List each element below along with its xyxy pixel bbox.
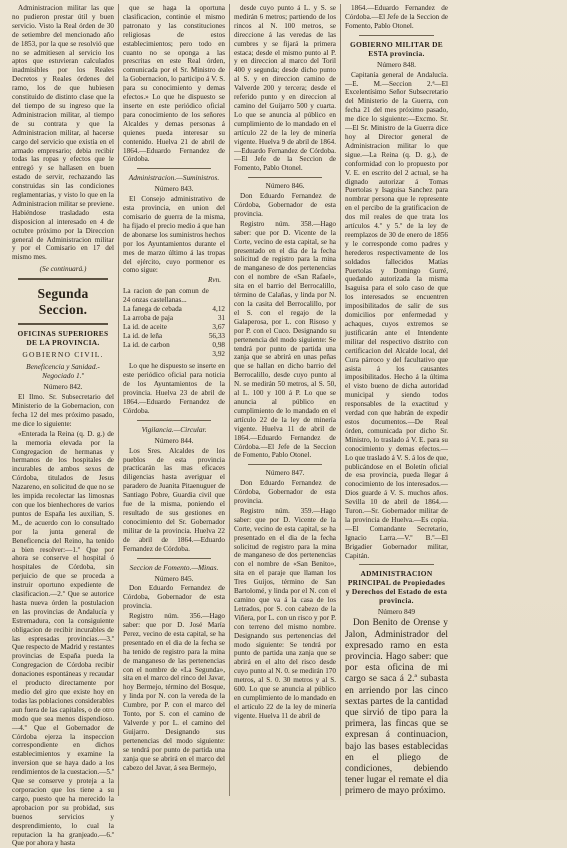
column-2 <box>119 4 230 796</box>
administration-principal-heading: ADMINISTRACION PRINCIPAL de Propiedades y Derechos del Estado de esta provincia. <box>345 569 448 606</box>
divider <box>18 323 108 325</box>
column-1 <box>8 4 119 848</box>
vigilance-heading: Vigilancia.—Circular. <box>141 424 207 434</box>
notice-paragraph: El Ilmo. Sr. Subsecretario del Ministerio de la Gobernacion, con fecha 12 del mes próximo pasado, me dice lo siguiente: <box>12 393 114 428</box>
notice-paragraph: Lo que he dispuesto se inserte en este periódico oficial para noticia de los Ayuntamientos de la provincia. Huelva 23 de abril de 1864.—Eduardo Fernandez de Córdoba. <box>123 362 225 415</box>
price-label: La racion de pan comun de 24 onzas castellanas... <box>123 287 209 305</box>
column-3 <box>230 4 341 796</box>
section-title: Segunda Seccion. <box>37 286 89 318</box>
notice-number: Número 845. <box>154 573 194 583</box>
price-value: 3,67 <box>212 323 225 332</box>
price-value: 0,98 <box>212 341 225 350</box>
price-row <box>123 323 225 332</box>
column-4 <box>341 4 452 796</box>
notice-number: Número 849 <box>377 607 416 617</box>
notice-number: Número 842. <box>43 382 83 392</box>
notice-paragraph: Don Benito de Orense y Jalon, Administrador del expresado ramo en esta provincia. Hago saber: que por esta oficina de mi cargo se saca á 2.ª subasta en arriendo por las cinco sextas partes de la cantidad que sirvió de tipo para la primera, las fincas que se expresan á continuacion, bajo las bases establecidas en el pliego de condiciones, debiendo tener lugar el remate el dia primero de mayo próximo. <box>345 618 448 797</box>
price-table <box>123 287 225 359</box>
notice-paragraph: Registro núm. 356.—Hago saber: que por D. José María Perez, vecino de esta capital, se ha presentado en el dia de la fecha se ha tenido de registro para la mina de manganeso de las pertenencias con el nombre de «La Segunda», sita en el marco del rinco del Javar, hoy Bermejo, término del Bosque, y linda por N. con la vereda de la Cumbre, por P. con el marco del Tonto, por S. con el camino de Valverde y por L. el camino del Guijarro. Designando sus pertenencias del modo siguiente: se tendrá por punto de partida una zanja que se abrirá en el marco del cabezo del Javar, á sea Bermejo, <box>123 612 225 772</box>
price-value: 56,33 <box>208 332 225 341</box>
notice-number: Número 843. <box>154 184 194 194</box>
price-row <box>123 305 225 314</box>
price-value <box>209 287 225 305</box>
notice-number: Número 848. <box>377 59 416 69</box>
notice-paragraph: El Consejo administrativo de esta provincia, en union del comisario de guerra de la misma, ha fijado el precio medio á que han de abonarse los suministros hechos por los Ayuntamientos durante el mes de marzo último á las tropas del ejército, cuyo pormenor es como sigue: <box>123 195 225 275</box>
administration-heading: Administracion.—Suministros. <box>128 173 220 183</box>
fomento-heading: Seccion de Fomento.—Minas. <box>129 562 219 572</box>
price-row <box>123 314 225 323</box>
military-government-heading: GOBIERNO MILITAR DE ESTA provincia. <box>349 39 444 58</box>
notice-number: Número 847. <box>265 468 305 478</box>
price-label: La arroba de paja <box>123 314 174 323</box>
notice-author: Don Eduardo Fernandez de Córdoba, Gobernador de esta provincia. <box>123 584 225 611</box>
price-value: 3,92 <box>212 350 225 359</box>
offices-heading: OFICINAS SUPERIORES DE LA PROVINCIA. <box>17 329 109 348</box>
price-label: La fanega de cebada <box>123 305 182 314</box>
price-value: 31 <box>217 314 225 323</box>
notice-paragraph: que se haga la oportuna clasificacion, continúe el mismo patronato y las constituciones religiosas de estos establecimientos; pero todo en cuanto no se oponga a las prescritas en este Real órden, comunicada por el Sr. Ministro de la Gobernacion, lo participo á V. S. para su conocimiento y demas efectos.» Lo que he dispuesto se inserte en este periódico oficial para conocimiento de los señores Alcaldes y demas personas á quienes pueda interesar su contenido. Huelva 21 de abril de 1864.—Eduardo Fernandez de Córdoba. <box>123 4 225 164</box>
divider <box>248 464 322 465</box>
article-continuation: Administracion militar las que no pudieron prestar útil y buen servicio. Visto la Real órden de 30 de setiembre del mencionado año de 1853, por la que se resolvió que no se admitiesen al servicio los aptos que estuvieran calculados inadmisibles por los Reales Decretos y Reales órdenes del ramo, los de que hubiesen constituido de distinto clase que la del tiempo de su ingreso que la Administracion militar, al tiempo de su contrata y que la Administracion militar, al hacerse cargo del servicio que existía en el armado empresario; debia recibir todas las ropas y efectos que le entregó y se hallasen en buen estado de servir, rechazando las construidas sin las condiciones reglamentarias, y visto lo que en la Administracion militar se previene. Habiéndose trasladado esta disposicion al interesado en 4 de octubre próximo por la Direccion general de Administracion militar y por el Comisario en 17 del mismo mes. <box>12 4 114 262</box>
price-label: La id. de aceite <box>123 323 167 332</box>
notice-paragraph: Registro núm. 359.—Hago saber: que por D. Vicente de la Corte, vecino de esta capital, se ha presentado en el dia de la fecha solicitud de registro para la mina de manganeso de dos pertenencias con el nombre de «San Benito», sita en el paraje que llaman los Tres Guijos, término de San Bartolomé, y linda por el N. con el camino que va á la casa de los Letrados, por S. con cabezo de la Viñera, por L. con un risco y por P. con terreno del mismo nombre. Designando sus pertenencias del modo siguiente: Se tendrá por punto de partida una zanja que se abrirá en el alto del risco desde cuyo punto al N. 0. se medirán 170 metros, al S. 0. 30 metros y al S. 600. Lo que se anuncia al público en cumplimiento de lo mandado en el artículo 22 de la ley de minería vigente. Huelva 11 de abril de <box>234 506 336 720</box>
notice-number: Número 844. <box>154 435 194 445</box>
divider <box>359 35 434 36</box>
price-row <box>123 332 225 341</box>
price-row <box>123 287 225 305</box>
notice-paragraph: 1864.—Eduardo Fernandez de Córdoba.—El Jefe de la Seccion de Fomento, Pablo Otonel. <box>345 4 448 30</box>
government-heading: GOBIERNO CIVIL. <box>22 350 104 360</box>
notice-author: Don Eduardo Fernandez de Córdoba, Gobernador de esta provincia. <box>234 479 336 506</box>
divider <box>248 177 322 178</box>
negociado-heading: Beneficencia y Sanidad.-Negociado 1.º <box>26 362 100 381</box>
large-notice <box>345 618 448 797</box>
continued-note: (Se continuará.) <box>39 265 87 274</box>
divider <box>137 558 211 559</box>
price-label: La id. de leña <box>123 332 163 341</box>
price-label <box>123 350 209 359</box>
price-label: La id. de carbon <box>123 341 170 350</box>
notice-paragraph: desde cuyo punto á L. y S. se medirán 6 metros; partiendo de los rincos al N. 100 metros, se direccione á las veredas de las cumbres y se fijará la primera estaca; desde el mismo punto al P. y en direccion al marco del Toril 400 y segunda; desde dicho punto al S. y en direccion camino de Valverde 200 y tercera; desde el referido punto y en direccion al camino del Guijarro 500 y cuarta. Lo que se anuncia al público en cumplimiento de lo mandado en el artículo 22 de la ley de minería vigente. Huelva 9 de abril de 1864.—Eduardo Fernandez de Córdoba.—El Jefe de la Seccion de Fomento, Pablo Otonel. <box>234 4 336 173</box>
notice-paragraph: «Enterada la Reina (q. D. g.) de la memoria elevada por la Congregacion de hermanas y hermanos de los hospitales de incurables de ambos sexos de Córdoba, titulados de Jesus Nazareno, en solicitud de que no se les impida recolectar las limosnas con que los bienhechores de varios puntos de España les auxilian, S. M., de acuerdo con lo consultado por la junta general de Beneficencia del Reino, ha tenido a bien resolver:—1.º Que por ahora se conserve el hospital ó hospitales de Córdoba, sin perjuicio de que se proceda a instruir oportuno expediente de clasificacion.—2.º Que se autorice hasta nueva órden la postulacion en las provincias de Andalucía y Estremadura, con la consiguiente obligacion de recibir incurables de las espresadas provincias.—3.º Que respecto de Madrid y restantes provincias de España pueda la Congregacion de Córdoba recibir donaciones espontáneas y recaudar el producto directamente por medio del giro que existe hoy en todas las poblaciones considerables aun fuera de las capitales, o de otro modo que sea menos dispendioso.—4.º Que el Gobernador de Córdoba ejerza la inspeccion correspondiente en dichos establecimientos y examine la inversion que se haya dado a los rendimientos de la cuestacion.—5.º Que se conserve y proteja a la corporacion que los tiene a su cargo, puesto que ha merecido la aprobacion por su probidad, sus buenos servicios y desprendimiento, lo cual la reputacion la ha granjeado.—6.º Que por ahora y hasta <box>12 429 114 848</box>
notice-number: Número 846. <box>265 181 305 191</box>
currency-label: Rvn. <box>208 276 221 285</box>
divider <box>359 564 434 565</box>
notice-paragraph: Los Sres. Alcaldes de los pueblos de esta provincia practicarán las mas eficaces diligencias hasta averiguar el paradero de Juanita Pitaenuguer de Santiago Pobre, Guardia civil que fue de la misma, poniendo el resultado de sus gestiones en conocimiento del Sr. Gobernador militar de la provincia. Huelva 22 de abril de 1864.—Eduardo Fernandez de Córdoba. <box>123 446 225 553</box>
divider <box>137 168 211 169</box>
divider <box>18 278 108 280</box>
divider <box>137 420 211 421</box>
notice-paragraph: Capitanía general de Andalucía.—E. M.—Seccion 2.ª—El Excelentísimo Señor Subsecretario del Ministerio de la Guerra, con fecha 21 del mes próximo pasado, me dice lo siguiente:—Excmo. Sr.—El Sr. Ministro de la Guerra dice hoy al Director general de Administracion militar lo que sigue.—La Reina (q. D. g.), de conformidad con lo propuesto por V. E. en escrito del 2 actual, se ha dignado autorizar á Tomas Puertolas y Isaguisa Sanchez para nombrar persona que le represente en el percibo de la gratificacion de dos mil reales de que trata los artículos 4.º y 5.º de la ley de reemplazos de 30 de enero de 1856 y le corresponde como padres y herederos respectivamente de los soldados fallecidos Matías Puertolas y Domingo Gurré, quedando autorizada la misma Isaguisa para el solo caso de que los interesados se encuentren imposibilitados de salir de sus domicilios por enfermedad y achaques, cuyos extremos se justificarán ante el Intendente militar del respectivo distrito con certificacion del Alcalde local, del Cura párroco y del facultativo que asista á los causantes imposibilitados. Hecho á la última el visto bueno de dicha autoridad municipal y siendo todos responsables de la exactitud y verdad con que habrán de expedir estos documentos.—De Real órden, comunicada por dicho Sr. Ministro, lo traslado á V. E. para su conocimiento y demas efectos.—Lo que traslado á V. S. á los de que, publicándose en el Boletín oficial de esa provincia, pueda llegar á conocimiento de los interesados.—Dios guarde á V. S. muchos años. Sevilla 10 de abril de 1864.—Turon.—Sr. Gobernador militar de la provincia de Huelva.—Es copia.—El Comandante Secretario, Ignacio Larra.—V.º B.º—El Brigadier Gobernador militar, Capitán. <box>345 70 448 560</box>
price-row <box>123 350 225 359</box>
price-value: 4,12 <box>212 305 225 314</box>
notice-author: Don Eduardo Fernandez de Córdoba, Gobernador de esta provincia. <box>234 192 336 218</box>
notice-paragraph: Registro núm. 358.—Hago saber: que por D. Vicente de la Corte, vecino de esta capital, se ha presentado en el dia de la fecha solicitud de registro para la mina de manganeso de dos pertenencias con el nombre de «San Rafael», sita en el barrio del Berrocalillo, término de Calañas, y linda por N. con la casita del Berrocalillo, por el S. con el regajo de la Galaperosa, por L. con Risoso y por P. con el Cuco. Designando su pertenencia del modo siguiente: Se tendrá por punto de partida una zanja que se abrirá en unas peñas que se hallan en dicho barrio del Berrocalillo, desde cuyo punto al N. se medirán 50 metros, al S. 50, al L. 100 y 100 á P. Lo que se anuncia al público en cumplimiento de lo mandado en el artículo 22 de la ley de minería vigente. Huelva 11 de abril de 1864.—Eduardo Fernandez de Córdoba.—El Jefe de la Seccion de Fomento, Pablo Otonel. <box>234 219 336 460</box>
price-row <box>123 341 225 350</box>
